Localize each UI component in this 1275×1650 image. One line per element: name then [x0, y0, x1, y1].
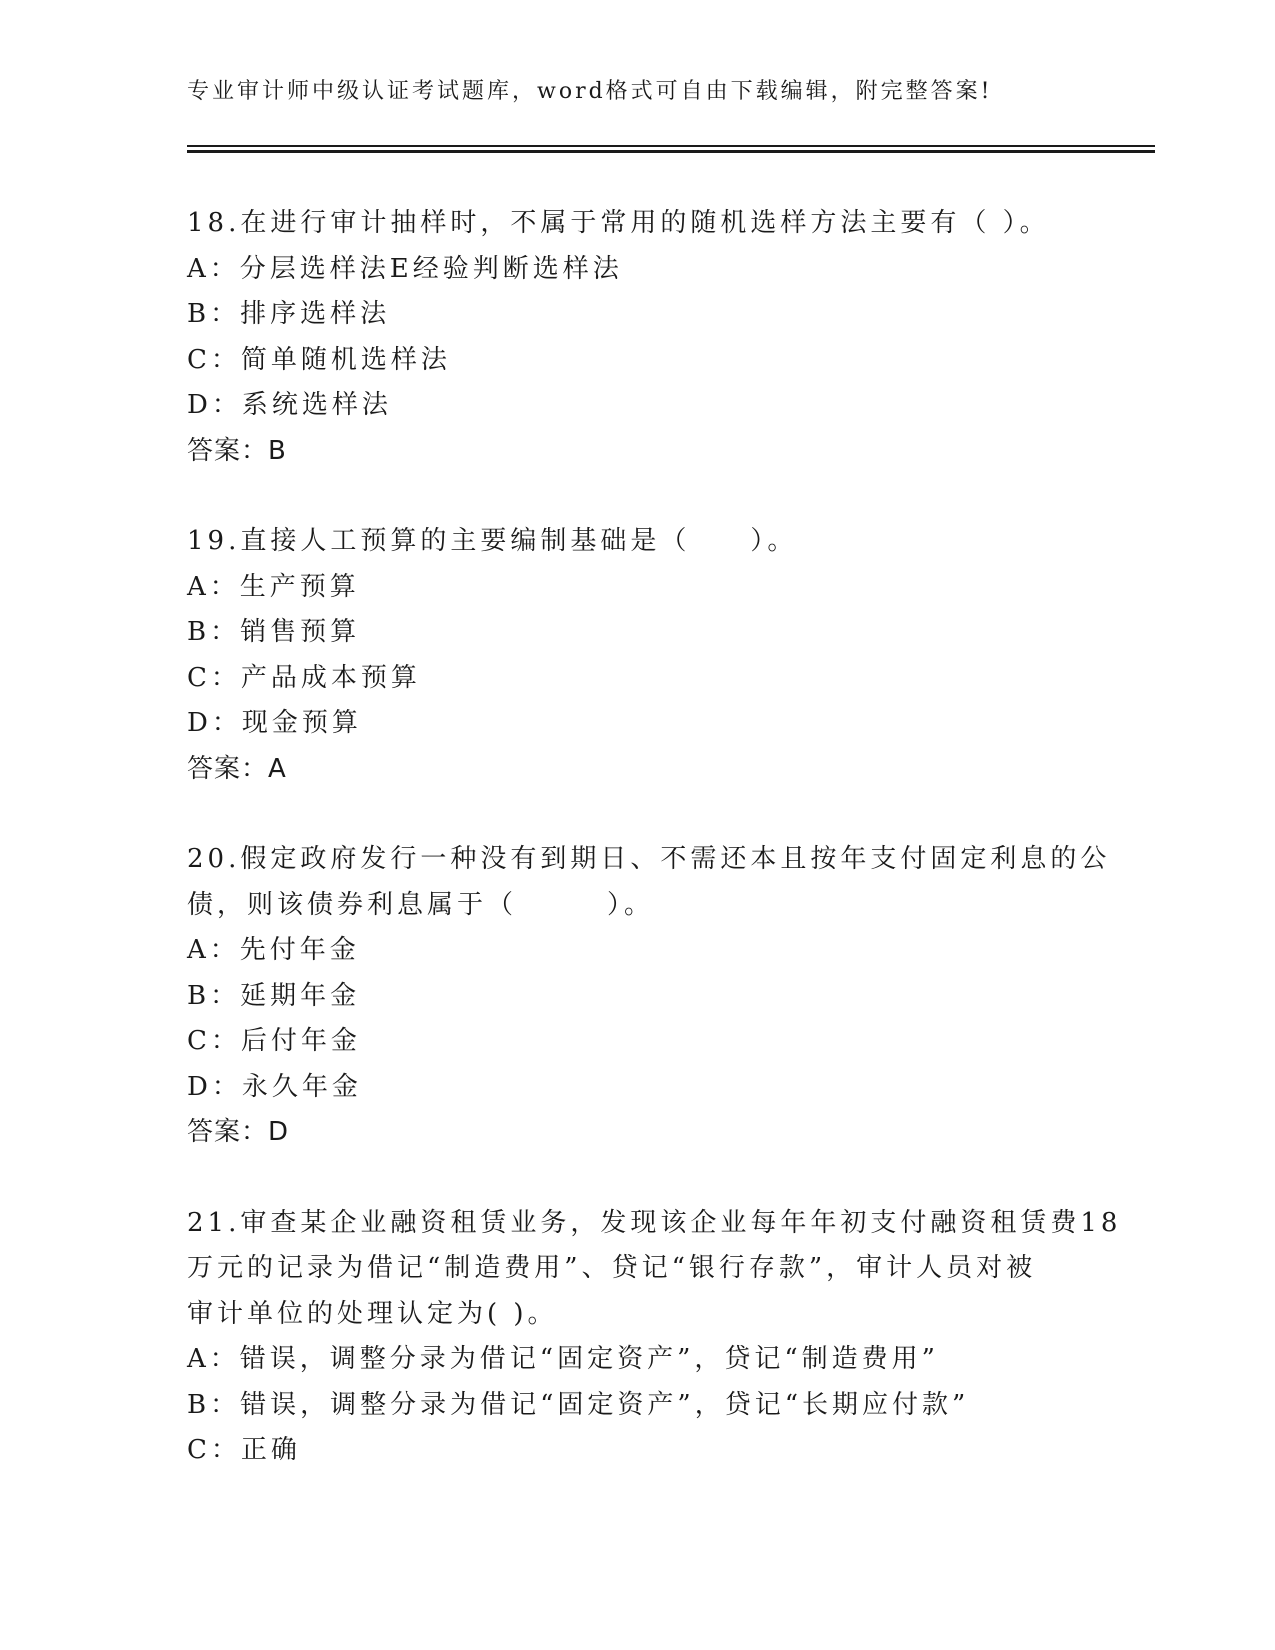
document-header: 专业审计师中级认证考试题库，word格式可自由下载编辑，附完整答案! — [187, 79, 993, 104]
option-b: B：销售预算 — [187, 617, 361, 647]
question-stem-line-2: 万元的记录为借记“制造费用”、贷记“银行存款”，审计人员对被 — [187, 1253, 1037, 1283]
answer-line: 答案：B — [187, 435, 287, 466]
question-20 — [187, 837, 1111, 1156]
option-b: B：错误，调整分录为借记“固定资产”，贷记“长期应付款” — [187, 1389, 970, 1420]
option-a: A：先付年金 — [187, 935, 360, 965]
question-stem-line-3: 审计单位的处理认定为( )。 — [187, 1298, 558, 1329]
option-c: C：后付年金 — [187, 1026, 361, 1056]
question-stem: 18.在进行审计抽样时，不属于常用的随机选样方法主要有（ ）。 — [187, 208, 1050, 238]
option-d: D：永久年金 — [187, 1071, 362, 1102]
header-divider-thick — [187, 150, 1155, 153]
question-19 — [187, 519, 1087, 792]
option-d: D：现金预算 — [187, 708, 362, 738]
option-b: B：延期年金 — [187, 980, 361, 1011]
question-list — [187, 201, 1122, 1519]
answer-line: 答案：D — [187, 1117, 290, 1147]
option-a: A：分层选样法E经验判断选样法 — [187, 253, 623, 284]
option-d: D：系统选样法 — [187, 390, 392, 420]
question-stem: 19.直接人工预算的主要编制基础是（ ）。 — [187, 526, 798, 556]
question-stem-line-1: 21.审查某企业融资租赁业务，发现该企业每年年初支付融资租赁费18 — [187, 1207, 1122, 1238]
option-a: A：错误，调整分录为借记“固定资产”，贷记“制造费用” — [187, 1344, 939, 1374]
option-a: A：生产预算 — [187, 571, 360, 602]
option-c: C：产品成本预算 — [187, 662, 421, 693]
question-21 — [187, 1201, 1122, 1474]
option-c: C：正确 — [187, 1435, 301, 1465]
header-divider-thin — [187, 145, 1155, 147]
question-18 — [187, 201, 1087, 474]
answer-line: 答案：A — [187, 753, 287, 784]
question-stem-line-1: 20.假定政府发行一种没有到期日、不需还本且按年支付固定利息的公 — [187, 844, 1111, 874]
option-c: C：简单随机选样法 — [187, 344, 451, 375]
option-b: B：排序选样法 — [187, 299, 391, 329]
question-stem-line-2: 债，则该债券利息属于（ ）。 — [187, 889, 655, 920]
